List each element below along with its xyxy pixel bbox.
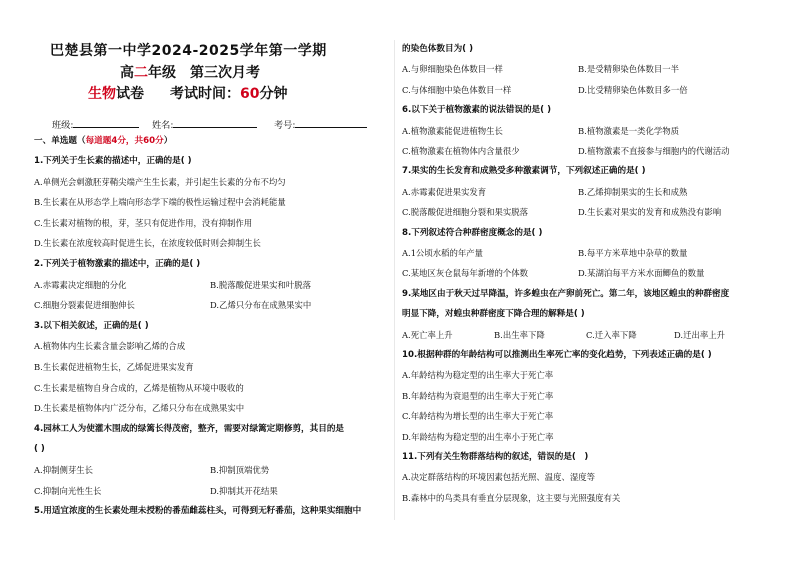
answer-option-d: D.迁出率上升 bbox=[674, 329, 725, 340]
answer-option bbox=[34, 341, 185, 352]
line-text: B.生长素在从形态学上端向形态学下端的极性运输过程中会消耗能量 bbox=[34, 197, 286, 208]
line-text: D.生长素是植物体内广泛分布，乙烯只分布在成熟果实中 bbox=[34, 403, 245, 414]
line-text: C.植物激素在植物体内含量很少 bbox=[402, 146, 520, 156]
line-text: 11.下列有关生物群落结构的叙述，错误的是( ) bbox=[402, 452, 589, 462]
line-text: A.死亡率上升 bbox=[402, 329, 453, 340]
line-text: 2.下列关于植物激素的描述中，正确的是( ) bbox=[34, 259, 201, 269]
answer-option-c: C.迁入率下降 bbox=[586, 329, 637, 340]
line-text: 的染色体数目为( ) bbox=[402, 44, 474, 54]
question-text bbox=[34, 424, 344, 435]
answer-option bbox=[402, 207, 722, 218]
paper-label: 试卷 bbox=[116, 86, 144, 102]
answer-option-b: D.生长素对果实的发育和成熟没有影响 bbox=[578, 207, 722, 218]
time-unit: 分钟 bbox=[259, 86, 288, 102]
line-text: C.生长素是植物自身合成的，乙烯是植物从环境中吸收的 bbox=[34, 382, 244, 393]
id-label: 考号: bbox=[274, 120, 296, 131]
section-heading: 一、单选题（每道题4分，共60分） bbox=[34, 136, 173, 146]
answer-option bbox=[402, 125, 679, 137]
answer-option bbox=[402, 472, 595, 483]
name-field[interactable] bbox=[152, 117, 257, 131]
line-text: A.年龄结构为稳定型的出生率大于死亡率 bbox=[402, 370, 554, 381]
answer-option-b: B.乙烯抑制果实的生长和成熟 bbox=[578, 186, 688, 197]
answer-option bbox=[34, 403, 244, 414]
question-text bbox=[402, 105, 551, 116]
line-text: D.年龄结构为稳定型的出生率小于死亡率 bbox=[402, 431, 554, 442]
question-text bbox=[402, 350, 712, 361]
line-text: 8.下列叙述符合种群密度概念的是( ) bbox=[402, 227, 543, 238]
line-text: 4.园林工人为使灌木围成的绿篱长得茂密，整齐，需要对绿篱定期修剪，其目的是 bbox=[34, 423, 345, 434]
answer-option bbox=[34, 238, 261, 249]
question-text bbox=[402, 289, 729, 300]
answer-option bbox=[402, 391, 553, 402]
answer-option bbox=[402, 411, 553, 422]
answer-option bbox=[402, 186, 688, 198]
answer-option-b: B.抑制顶端优势 bbox=[210, 465, 270, 475]
column-divider bbox=[394, 40, 395, 520]
class-label: 班级: bbox=[52, 120, 74, 131]
line-text: C.与体细胞中染色体数目一样 bbox=[402, 84, 512, 95]
answer-option-b: D.比受精卵染色体数目多一倍 bbox=[578, 84, 688, 95]
grade-number: 二 bbox=[134, 65, 148, 81]
line-text: B.年龄结构为衰退型的出生率大于死亡率 bbox=[402, 390, 554, 401]
answer-option-b: B.脱落酸促进果实和叶脱落 bbox=[210, 279, 311, 290]
line-text: A.决定群落结构的环境因素包括光照、温度、湿度等 bbox=[402, 472, 595, 483]
answer-option bbox=[402, 64, 679, 75]
line-text: A.与卵细胞染色体数目一样 bbox=[402, 64, 503, 75]
answer-option bbox=[34, 279, 311, 291]
question-text bbox=[402, 309, 585, 320]
answer-option-b: B.植物激素是一类化学物质 bbox=[578, 125, 679, 136]
line-text: A.1公顷水稻的年产量 bbox=[402, 248, 484, 258]
answer-option bbox=[402, 248, 688, 259]
line-text: B.森林中的鸟类具有垂直分层现象，这主要与光照强度有关 bbox=[402, 492, 621, 503]
line-text: ( ) bbox=[34, 444, 45, 455]
answer-option-b: B.每平方米草地中杂草的数量 bbox=[578, 248, 688, 258]
answer-option bbox=[34, 485, 278, 497]
answer-option bbox=[402, 493, 620, 504]
answer-option bbox=[402, 432, 553, 443]
question-text bbox=[34, 444, 45, 455]
answer-option-b: D.抑制其开花结果 bbox=[210, 485, 278, 496]
answer-option bbox=[402, 84, 688, 96]
time-value: 60 bbox=[240, 86, 260, 102]
id-field[interactable] bbox=[274, 117, 367, 131]
answer-option-b: B.出生率下降 bbox=[494, 329, 545, 340]
line-text: 1.下列关于生长素的描述中，正确的是( ) bbox=[34, 156, 192, 166]
id-blank[interactable] bbox=[295, 118, 367, 128]
answer-option-b: B.是受精卵染色体数目一半 bbox=[578, 64, 679, 75]
answer-option-b: D.植物激素不直接参与细胞内的代谢活动 bbox=[578, 146, 730, 156]
answer-option bbox=[402, 370, 553, 381]
name-blank[interactable] bbox=[173, 118, 257, 128]
line-text: 5.用适宜浓度的生长素处理未授粉的番茄雌蕊柱头，可得到无籽番茄，这种果实细胞中 bbox=[34, 506, 362, 517]
section-note: 每道题4分，共60分 bbox=[85, 136, 164, 146]
line-text: D.生长素在浓度较高时促进生长，在浓度较低时则会抑制生长 bbox=[34, 238, 261, 249]
line-text: A.赤霉素促进果实发育 bbox=[402, 186, 487, 197]
grade-prefix: 高 bbox=[120, 65, 134, 81]
line-text: A.植物体内生长素含量会影响乙烯的合成 bbox=[34, 341, 186, 352]
question-text bbox=[34, 321, 149, 332]
answer-option-b: D.乙烯只分布在成熟果实中 bbox=[210, 300, 312, 311]
line-text: C.抑制向光性生长 bbox=[34, 485, 102, 496]
exam-title bbox=[120, 62, 260, 82]
line-text: C.某地区灰仓鼠每年新增的个体数 bbox=[402, 268, 529, 279]
line-text: A.赤霉素决定细胞的分化 bbox=[34, 279, 127, 290]
question-text bbox=[34, 259, 200, 270]
line-text: 明显下降，对蝗虫种群密度下降合理的解释是( ) bbox=[402, 309, 585, 320]
question-text bbox=[402, 228, 542, 239]
line-text: A.抑制侧芽生长 bbox=[34, 465, 93, 475]
question-text bbox=[34, 506, 361, 517]
grade-suffix: 年级 第三次月考 bbox=[148, 65, 260, 81]
answer-option-b: D.某湖泊每平方米水面鲫鱼的数量 bbox=[578, 268, 705, 279]
line-text: A.单侧光会刺激胚芽鞘尖端产生生长素，并引起生长素的分布不均匀 bbox=[34, 176, 286, 187]
line-text: C.生长素对植物的根，芽，茎只有促进作用，没有抑制作用 bbox=[34, 217, 253, 228]
question-text bbox=[402, 452, 588, 463]
answer-option bbox=[402, 146, 730, 157]
answer-option bbox=[34, 300, 312, 311]
class-blank[interactable] bbox=[73, 118, 139, 128]
line-text: 6.以下关于植物激素的说法错误的是( ) bbox=[402, 105, 551, 116]
line-text: 7.果实的生长发育和成熟受多种激素调节，下列叙述正确的是( ) bbox=[402, 166, 646, 177]
line-text: B.生长素促进植物生长，乙烯促进果实发育 bbox=[34, 362, 194, 372]
question-text bbox=[402, 44, 473, 55]
answer-option bbox=[34, 362, 194, 373]
line-text: 10.根据种群的年龄结构可以推测出生率死亡率的变化趋势，下列表述正确的是( ) bbox=[402, 350, 712, 360]
line-text: C.年龄结构为增长型的出生率大于死亡率 bbox=[402, 411, 554, 422]
line-text: C.细胞分裂素促进细胞伸长 bbox=[34, 300, 135, 311]
line-text: A.植物激素能促进植物生长 bbox=[402, 125, 503, 136]
line-text: 9.某地区由于秋天过早降温，许多蝗虫在产卵前死亡。第二年，该地区蝗虫的种群密度 bbox=[402, 288, 730, 299]
answer-option bbox=[34, 197, 286, 208]
time-label: 考试时间： bbox=[170, 86, 240, 102]
subject-time-line bbox=[88, 83, 287, 103]
subject-name: 生物 bbox=[88, 86, 116, 102]
answer-option bbox=[402, 268, 705, 279]
school-title: 巴楚县第一中学2024-2025学年第一学期 bbox=[50, 43, 327, 59]
answer-option bbox=[34, 177, 286, 188]
answer-option bbox=[402, 329, 725, 341]
answer-option bbox=[34, 218, 252, 229]
question-text bbox=[402, 166, 646, 177]
answer-option bbox=[34, 465, 270, 476]
line-text: 3.以下相关叙述，正确的是( ) bbox=[34, 320, 149, 331]
class-field[interactable] bbox=[52, 117, 139, 131]
question-text bbox=[34, 156, 192, 167]
answer-option bbox=[34, 383, 244, 394]
name-label: 姓名: bbox=[152, 120, 174, 131]
line-text: C.脱落酸促进细胞分裂和果实脱落 bbox=[402, 207, 529, 218]
